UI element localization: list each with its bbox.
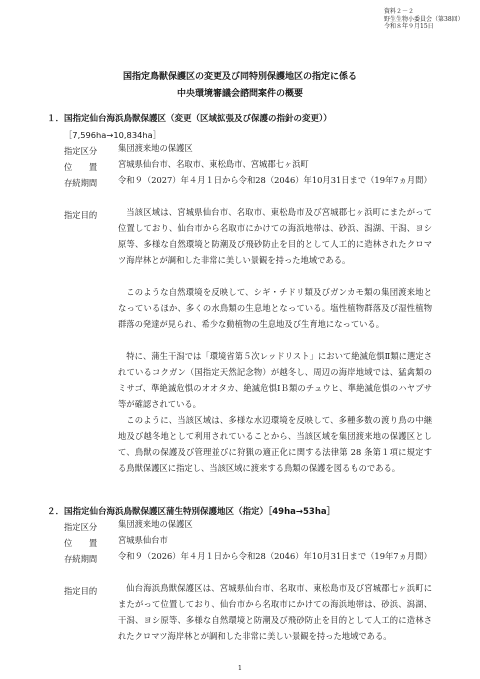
section-1-purpose-label: 指定目的 [64, 210, 98, 220]
section-1-duration-value: 令和９（2027）年４月１日から令和28（2046）年10月31日まで（19年7ヵ月間） [118, 175, 432, 185]
section-1-category-value: 集団渡来地の保護区 [118, 143, 193, 153]
document-reference-block [384, 8, 464, 31]
section-1-location-label: 位 置 [64, 162, 98, 172]
page-number: 1 [237, 664, 243, 672]
section-2-paragraph-1: 仙台海浜鳥獣保護区は、宮城県仙台市、名取市、東松島市及び宮城郡七ヶ浜町にまたがって位置しており、仙台市から名取市にかけての海浜地帯は、砂浜、潟湖、干潟、ヨシ原等、多様な自然環境と防潮及び飛砂防止を目的として人工的に造林されたクロマツ海岸林とが調和した非常に美しい景観を持った地域である。 [118, 583, 432, 641]
document-date: 令和８年９月15日 [384, 23, 434, 31]
section-1-duration-label: 存続期間 [64, 178, 98, 188]
section-1-paragraph-2: このような自然環境を反映して、シギ・チドリ類及びガンカモ類の集団渡来地となっているほか、多くの水鳥類の生息地となっている。塩性植物群落及び湿性植物群落の発達が見られ、希少な動植物の生息地及び生育地になっている。 [118, 287, 432, 329]
section-1-paragraph-3: 特に、蒲生干潟では「環境省第５次レッドリスト」において絶滅危惧Ⅱ類に選定されているコクガン（国指定天然記念物）が越冬し、周辺の海岸地域では、猛禽類のミサゴ、準絶滅危惧のオオタカ、絶滅危惧ⅠＢ類のチュウヒ、準絶滅危惧のハヤブサ等が確認されている。 [118, 351, 432, 409]
section-2-heading: ２．国指定仙台海浜鳥獣保護区蒲生特別保護地区（指定）［49ha→53ha］ [47, 507, 336, 517]
committee-name: 野生生物小委員会（第38回） [384, 15, 464, 23]
section-1-area: ［7,596ha→10,834ha］ [64, 130, 162, 140]
section-1-paragraph-4: このように、当該区域は、多様な水辺環境を反映して、多種多数の渡り鳥の中継地及び越冬地として利用されていることから、当該区域を集団渡来地の保護区として、鳥獣の保護及び管理並びに狩猟の適正化に関する法律第 28 条第１項に規定する鳥獣保護区に指定し、当該区域に渡来する鳥類の保護を図るものである。 [118, 415, 432, 473]
section-2-location-value: 宮城県仙台市 [118, 535, 168, 545]
document-title-line-1: 国指定鳥獣保護区の変更及び同特別保護地区の指定に係る [122, 72, 357, 82]
section-2-purpose-label: 指定目的 [64, 586, 98, 596]
section-2-duration-label: 存続期間 [64, 554, 98, 564]
section-2-category-value: 集団渡来地の保護区 [118, 519, 193, 529]
section-1-heading: １．国指定仙台海浜鳥獣保護区（変更（区域拡張及び保護の指針の変更）） [47, 114, 332, 124]
section-1-location-value: 宮城県仙台市、名取市、東松島市、宮城郡七ヶ浜町 [118, 159, 309, 169]
section-2-location-label: 位 置 [64, 538, 98, 548]
document-title-line-2: 中央環境審議会諮問案件の概要 [176, 89, 303, 99]
section-1-category-label: 指定区分 [64, 146, 98, 156]
section-1-paragraph-1: 当該区域は、宮城県仙台市、名取市、東松島市及び宮城郡七ヶ浜町にまたがって位置しており、仙台市から名取市にかけての海浜地帯は、砂浜、潟湖、干潟、ヨシ原等、多様な自然環境と防潮及び飛砂防止を目的として人工的に造林されたクロマツ海岸林とが調和した非常に美しい景観を持った地域である。 [118, 207, 432, 265]
section-2-duration-value: 令和９（2026）年４月１日から令和28（2046）年10月31日まで（19年7ヵ月間） [118, 551, 432, 561]
section-2-category-label: 指定区分 [64, 522, 98, 532]
document-number: 資料２－２ [384, 8, 415, 15]
